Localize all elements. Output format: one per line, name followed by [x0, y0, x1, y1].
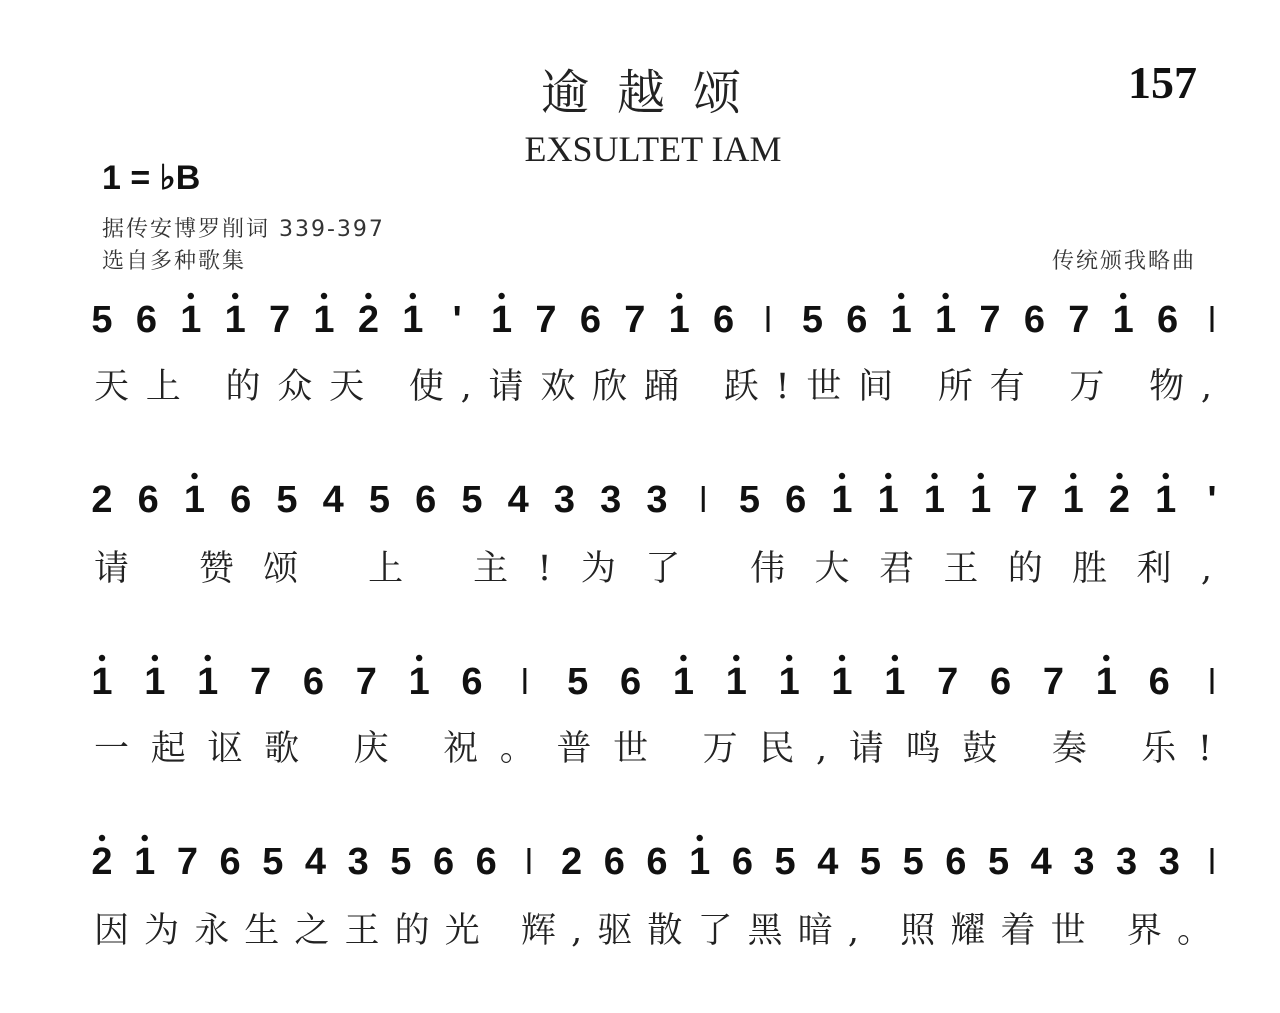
note-digit: 1: [1112, 299, 1134, 341]
note-digit: 3: [1158, 841, 1180, 883]
note-digit: 4: [817, 841, 839, 883]
note-digit: 1: [313, 299, 335, 341]
note-digit: 2: [91, 479, 113, 521]
note-digit: 1: [970, 479, 992, 521]
high-octave-dot: [1116, 473, 1122, 479]
note-digit: 6: [475, 841, 497, 883]
note-digit: 1: [224, 299, 246, 341]
note-digit: 4: [507, 479, 529, 521]
high-octave-dot: [898, 293, 904, 299]
note-digit: 3: [1116, 841, 1138, 883]
note-digit: 1: [877, 479, 899, 521]
note-digit: 5: [902, 841, 924, 883]
high-octave-dot: [1070, 473, 1076, 479]
note-digit: 4: [1030, 841, 1052, 883]
note-digit: 5: [368, 479, 391, 521]
high-octave-dot: [680, 655, 686, 661]
note-digit: 6: [945, 841, 967, 883]
note-digit: 6: [579, 299, 601, 341]
lyrics-line: 请 赞颂 上 主!为了 伟大君王的胜利,: [94, 549, 1212, 589]
note-digit: 6: [1023, 299, 1045, 341]
note-digit: 3: [347, 841, 369, 883]
note-digit: 5: [801, 299, 823, 341]
high-octave-dot: [978, 473, 984, 479]
note-digit: 1: [1155, 479, 1177, 521]
note-digit: 1: [884, 661, 906, 703]
note-digit: 7: [176, 841, 198, 883]
high-octave-dot: [141, 835, 147, 841]
high-octave-dot: [416, 655, 422, 661]
note-digit: 7: [250, 661, 272, 703]
note-digit: 1: [402, 299, 424, 341]
key-signature: 1 = ♭B: [102, 159, 201, 197]
high-octave-dot: [191, 473, 197, 479]
note-digit: 7: [355, 661, 377, 703]
lyricist-credit: 据传安博罗削词 339-397: [102, 217, 385, 242]
note-digit: 1: [408, 661, 430, 703]
note-digit: 7: [1016, 479, 1038, 521]
high-octave-dot: [1120, 293, 1126, 299]
note-digit: 2: [561, 841, 583, 883]
note-digit: 7: [269, 299, 291, 341]
note-digit: 1: [144, 661, 166, 703]
source-credit: 选自多种歌集: [102, 249, 247, 274]
composer-credit: 传统颁我略曲: [1052, 249, 1197, 274]
hymn-subtitle: EXSULTET IAM: [524, 129, 782, 169]
high-octave-dot: [885, 473, 891, 479]
note-digit: 6: [713, 299, 735, 341]
note-digit: 1: [491, 299, 513, 341]
note-digit: 1: [91, 661, 113, 703]
high-octave-dot: [410, 293, 416, 299]
note-digit: 2: [357, 299, 379, 341]
note-digit: 1: [935, 299, 957, 341]
high-octave-dot: [365, 293, 371, 299]
high-octave-dot: [99, 655, 105, 661]
note-digit: 6: [603, 841, 625, 883]
note-digit: 1: [689, 841, 711, 883]
note-digit: 5: [276, 479, 298, 521]
note-digit: 6: [1157, 299, 1179, 341]
note-digit: 7: [1068, 299, 1090, 341]
note-digit: 6: [432, 841, 455, 883]
note-digit: 6: [230, 479, 252, 521]
note-digit: 5: [567, 661, 589, 703]
high-octave-dot: [786, 655, 792, 661]
note-digit: 5: [390, 841, 412, 883]
note-digit: 1: [1095, 661, 1117, 703]
note-digit: 7: [1042, 661, 1064, 703]
note-digit: 6: [137, 479, 159, 521]
note-digit: 2: [1108, 479, 1131, 521]
note-digit: 4: [304, 841, 327, 883]
note-digit: 1: [672, 661, 694, 703]
note-digit: 7: [624, 299, 646, 341]
breath-mark: ': [1207, 479, 1217, 521]
note-digit: 6: [302, 661, 324, 703]
note-digit: 4: [322, 479, 344, 521]
note-digit: 6: [846, 299, 868, 341]
high-octave-dot: [696, 835, 702, 841]
note-digit: 1: [831, 661, 853, 703]
high-octave-dot: [152, 655, 158, 661]
high-octave-dot: [931, 473, 937, 479]
note-digit: 6: [785, 479, 807, 521]
note-digit: 3: [553, 479, 576, 521]
note-digit: 5: [774, 841, 796, 883]
note-digit: 3: [646, 479, 668, 521]
high-octave-dot: [205, 655, 211, 661]
note-digit: 1: [134, 841, 156, 883]
note-digit: 6: [731, 841, 753, 883]
note-digit: 6: [415, 479, 437, 521]
high-octave-dot: [733, 655, 739, 661]
note-digit: 6: [461, 661, 483, 703]
note-digit: 6: [1148, 661, 1170, 703]
note-digit: 5: [987, 841, 1010, 883]
note-digit: 3: [1073, 841, 1095, 883]
high-octave-dot: [188, 293, 194, 299]
note-digit: 1: [180, 299, 202, 341]
note-digit: 7: [979, 299, 1001, 341]
note-digit: 6: [990, 661, 1012, 703]
note-digit: 7: [535, 299, 557, 341]
high-octave-dot: [1163, 473, 1169, 479]
high-octave-dot: [1103, 655, 1109, 661]
note-digit: 1: [778, 661, 800, 703]
note-digit: 3: [600, 479, 622, 521]
high-octave-dot: [839, 655, 845, 661]
note-digit: 5: [461, 479, 483, 521]
note-digit: 5: [738, 479, 761, 521]
note-digit: 1: [831, 479, 853, 521]
note-digit: 1: [183, 479, 206, 521]
note-digit: 6: [646, 841, 668, 883]
high-octave-dot: [839, 473, 845, 479]
high-octave-dot: [498, 293, 504, 299]
note-digit: 1: [923, 479, 946, 521]
note-digit: 5: [91, 299, 113, 341]
high-octave-dot: [232, 293, 238, 299]
hymn-number: 157: [1128, 57, 1197, 108]
note-digit: 6: [135, 299, 157, 341]
note-digit: 5: [859, 841, 882, 883]
high-octave-dot: [942, 293, 948, 299]
note-digit: 5: [262, 841, 284, 883]
note-digit: 1: [890, 299, 912, 341]
breath-mark: ': [452, 299, 462, 341]
hymn-title: 逾越颂: [540, 65, 769, 121]
high-octave-dot: [676, 293, 682, 299]
note-digit: 1: [197, 661, 219, 703]
high-octave-dot: [99, 835, 105, 841]
note-digit: 7: [937, 661, 959, 703]
note-digit: 1: [668, 299, 690, 341]
note-digit: 6: [219, 841, 241, 883]
note-digit: 1: [1062, 479, 1084, 521]
note-digit: 6: [620, 661, 642, 703]
lyrics-line: 天上 的众天 使,请欢欣踊 跃!世间 所有 万 物,: [94, 367, 1212, 407]
lyrics-line: 一起讴歌 庆 祝。普世 万民,请鸣鼓 奏 乐!: [94, 729, 1213, 769]
high-octave-dot: [321, 293, 327, 299]
note-digit: 1: [725, 661, 747, 703]
note-digit: 2: [91, 841, 113, 883]
lyrics-line: 因为永生之王的光 辉,驱散了黑暗, 照耀着世 界。: [94, 911, 1212, 951]
high-octave-dot: [892, 655, 898, 661]
